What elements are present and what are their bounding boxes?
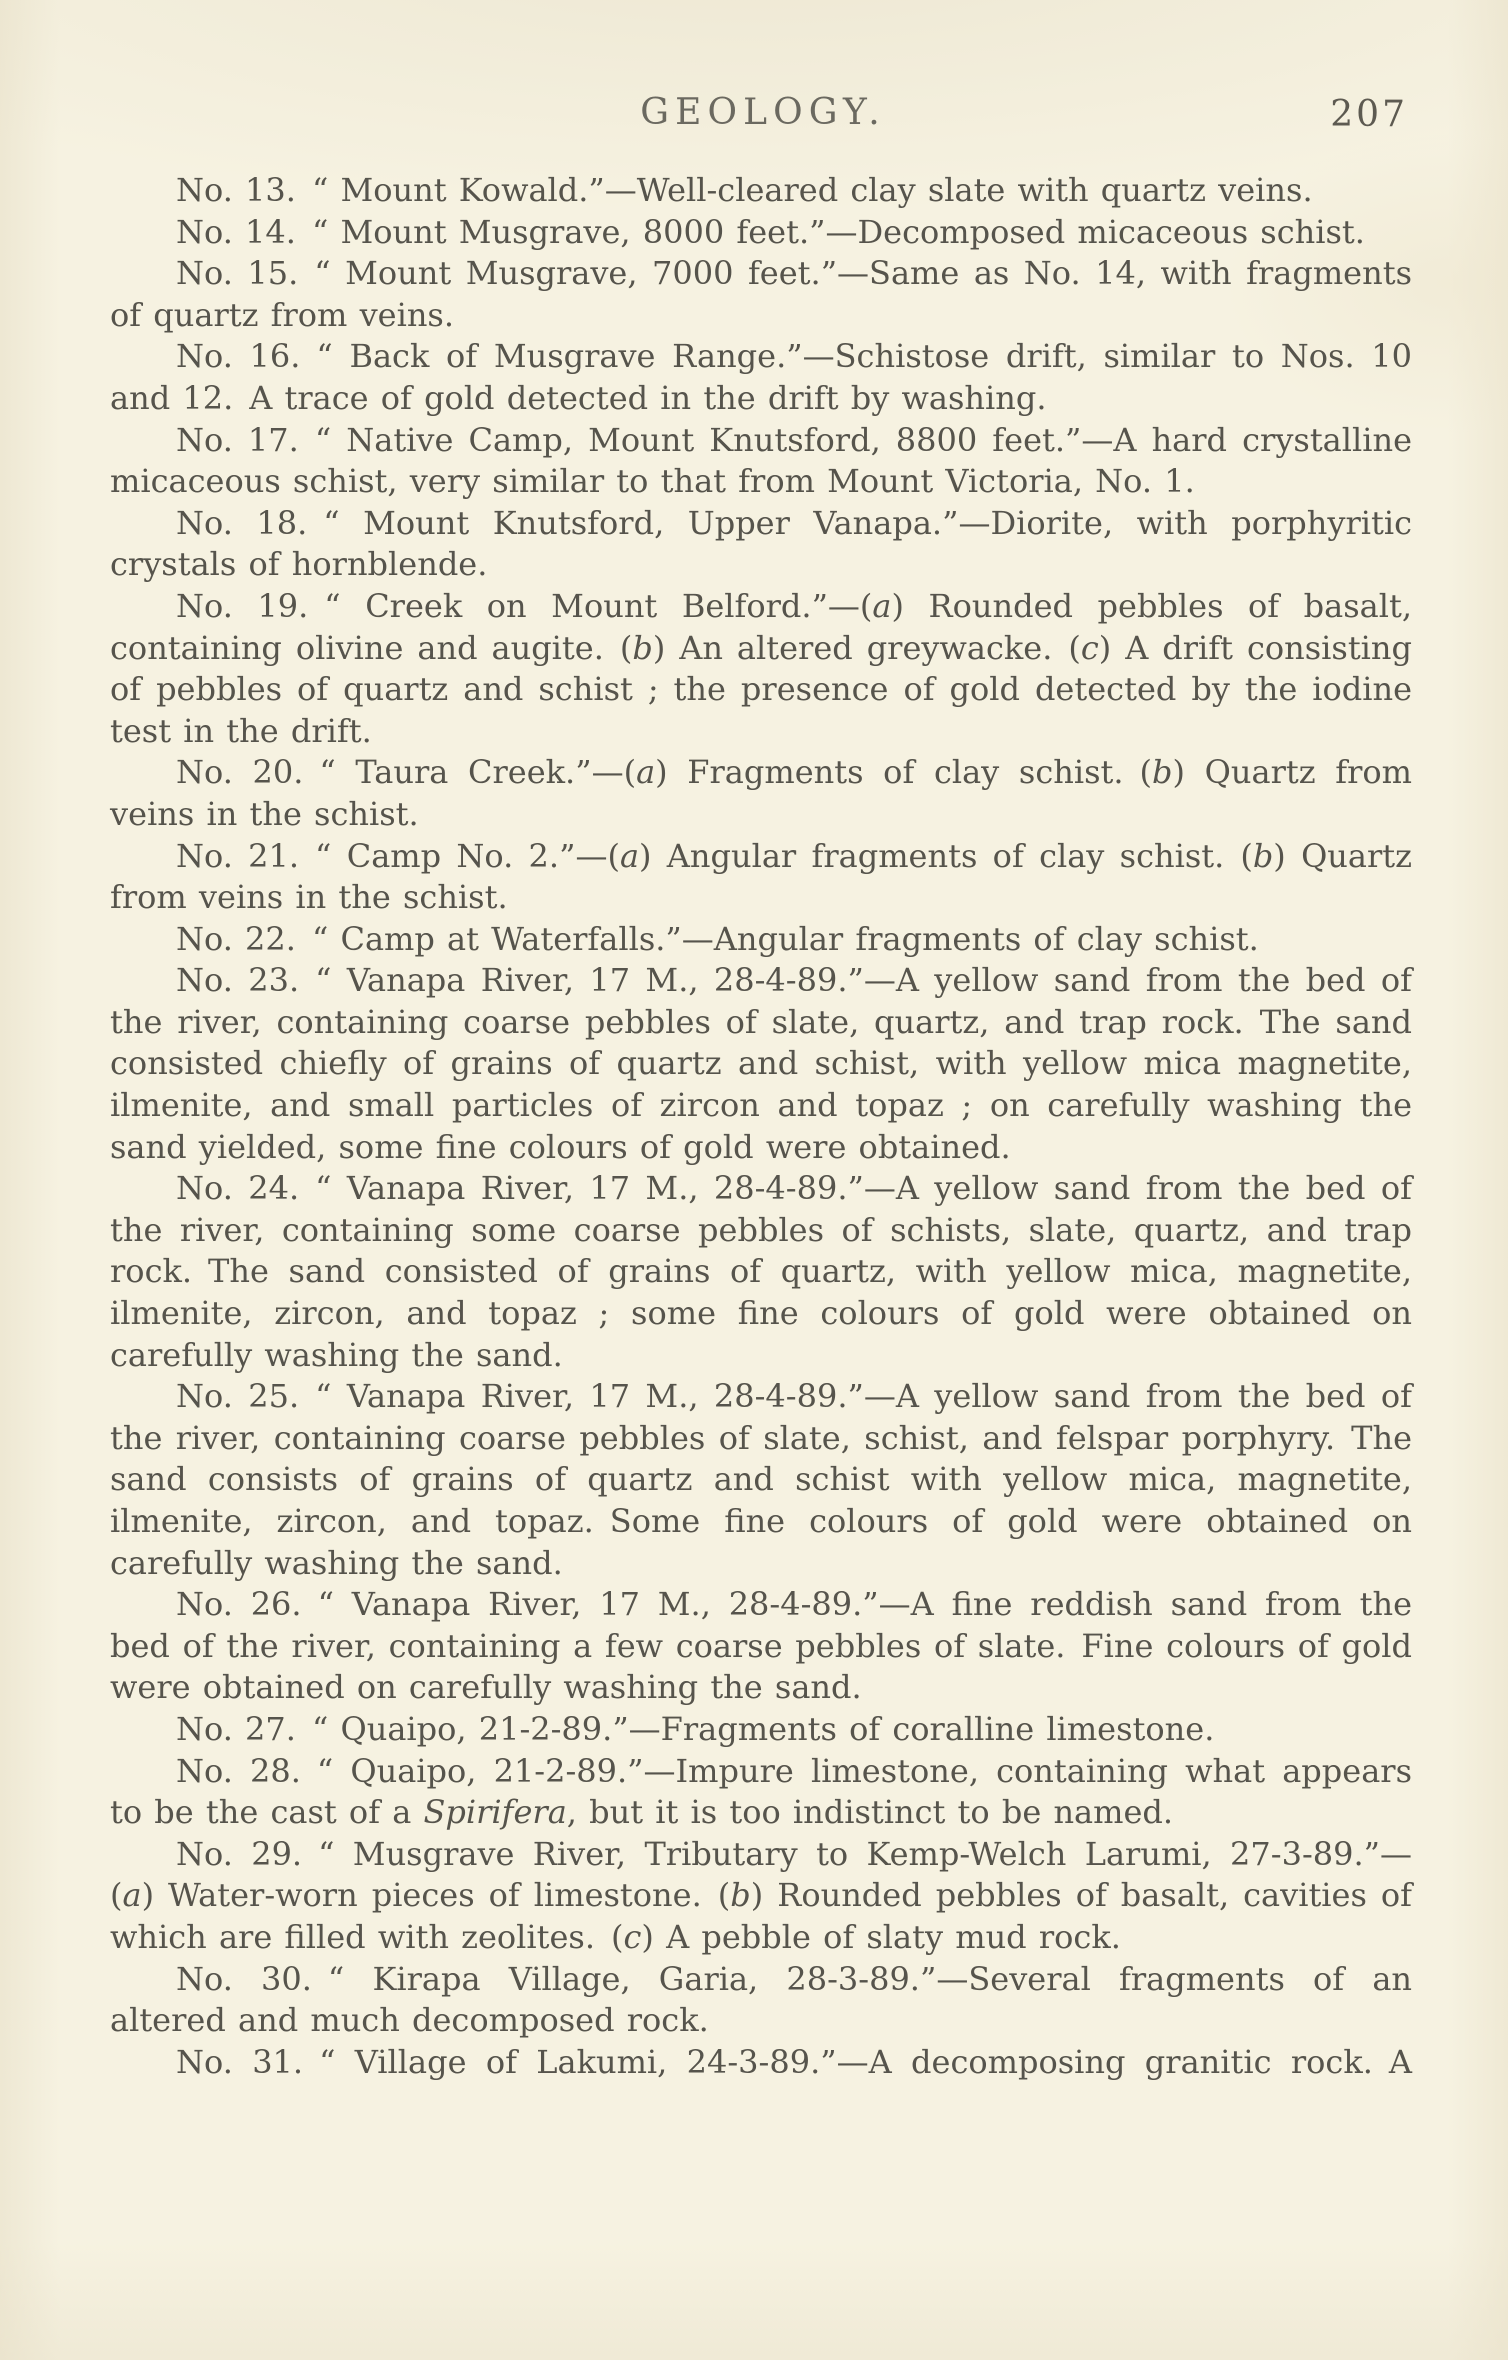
paragraph: No. 19. “ Creek on Mount Belford.”—(a) Rounded pebbles of basalt, containing olivine and augite. (b) An altered greywacke. (c) A drift consisting of pebbles of quartz and schist ; the presence of gold detected by the iodine test in the drift. [110,586,1413,750]
page-number: 207 [1330,94,1408,135]
paragraph: No. 21. “ Camp No. 2.”—(a) Angular fragments of clay schist. (b) Quartz from veins in the schist. [110,836,1413,917]
paragraph: No. 16. “ Back of Musgrave Range.”—Schistose drift, similar to Nos. 10 and 12. A trace of gold detected in the drift by washing. [110,337,1412,417]
paragraph: No. 13. “ Mount Kowald.”—Well-cleared clay slate with quartz veins. [176,171,1313,209]
paragraph: No. 26. “ Vanapa River, 17 M., 28-4-89.”—A fine reddish sand from the bed of the river, containing a few coarse pebbles of slate. Fine colours of gold were obtained on carefully washing the sand. [110,1585,1412,1707]
paragraph: No. 31. “ Village of Lakumi, 24-3-89.”—A decomposing granitic rock. A [176,2042,1412,2081]
paragraph: No. 18. “ Mount Knutsford, Upper Vanapa.”—Diorite, with porphyritic crystals of hornblende. [110,503,1412,584]
paragraph: No. 29. “ Musgrave River, Tributary to Kemp-Welch Larumi, 27-3-89.”— (a) Water-worn pieces of limestone. (b) Rounded pebbles of basalt, cavities of which are filled with zeolites. (c) A pebble of slaty mud rock. [110,1834,1412,1956]
body-text [110,170,1412,2083]
paragraph: No. 22. “ Camp at Waterfalls.”—Angular fragments of clay schist. [176,919,1259,958]
paragraph: No. 15. “ Mount Musgrave, 7000 feet.”—Same as No. 14, with fragments of quartz from veins. [110,254,1412,334]
paragraph: No. 30. “ Kirapa Village, Garia, 28-3-89.”—Several fragments of an altered and much decomposed rock. [110,1959,1412,2040]
page-title: GEOLOGY. [640,92,886,133]
paragraph: No. 20. “ Taura Creek.”—(a) Fragments of clay schist. (b) Quartz from veins in the schist. [110,753,1413,833]
paragraph: No. 24. “ Vanapa River, 17 M., 28-4-89.”—A yellow sand from the bed of the river, containing some coarse pebbles of schists, slate, quartz, and trap rock. The sand consisted of grains of quartz, with yellow mica, magnetite, ilmenite, zircon, and topaz ; some fine colours of gold were obtained on carefully washing the sand. [110,1169,1412,1374]
page-header [108,92,1412,144]
paragraph: No. 17. “ Native Camp, Mount Knutsford, 8800 feet.”—A hard crystalline micaceous schist, very similar to that from Mount Victoria, No. 1. [110,420,1412,501]
paragraph: No. 27. “ Quaipo, 21-2-89.”—Fragments of coralline limestone. [176,1709,1215,1748]
paragraph: No. 14. “ Mount Musgrave, 8000 feet.”—Decomposed micaceous schist. [176,212,1365,251]
paragraph: No. 25. “ Vanapa River, 17 M., 28-4-89.”—A yellow sand from the bed of the river, containing coarse pebbles of slate, schist, and felspar porphyry. The sand consists of grains of quartz and schist with yellow mica, magnetite, ilmenite, zircon, and topaz. Some fine colours of gold were obtained on carefully washing the sand. [110,1377,1412,1582]
paragraph: No. 28. “ Quaipo, 21-2-89.”—Impure limestone, containing what appears to be the cast of a Spirifera, but it is too indistinct to be named. [110,1751,1412,1832]
paragraph: No. 23. “ Vanapa River, 17 M., 28-4-89.”—A yellow sand from the bed of the river, containing coarse pebbles of slate, quartz, and trap rock. The sand consisted chiefly of grains of quartz and schist, with yellow mica magnetite, ilmenite, and small particles of zircon and topaz ; on carefully washing the sand yielded, some fine colours of gold were obtained. [110,961,1412,1166]
